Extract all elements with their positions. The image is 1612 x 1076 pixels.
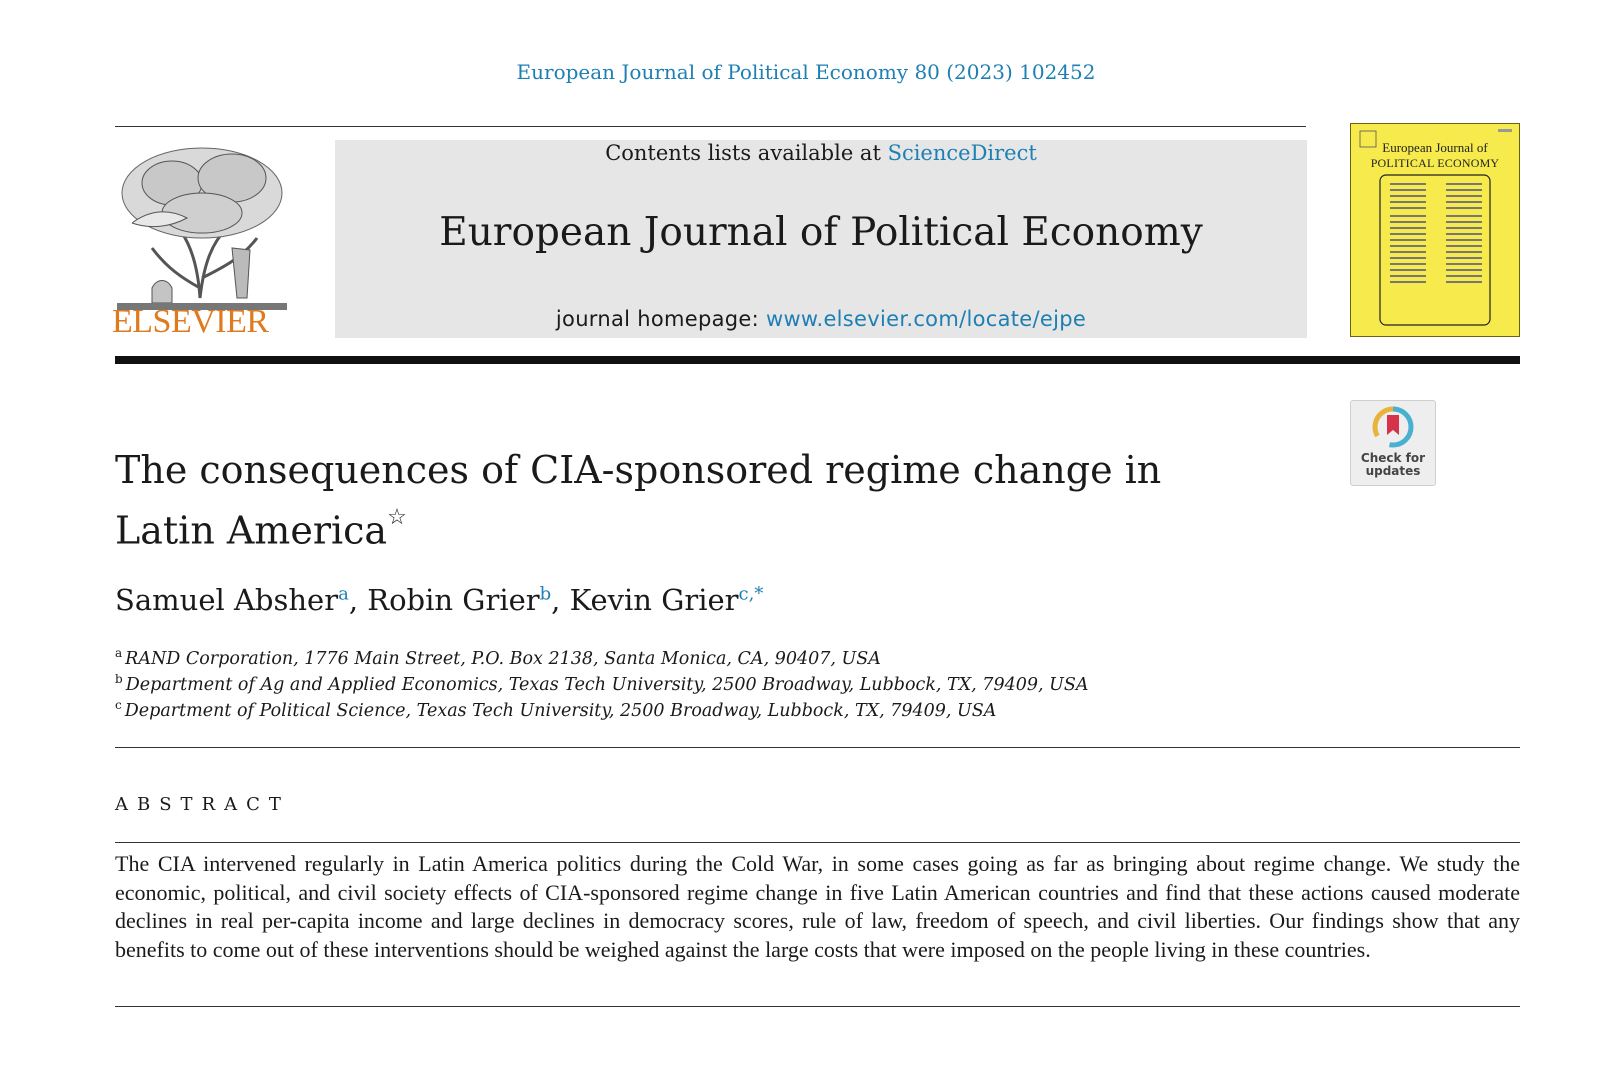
abstract-rule-bottom <box>115 1006 1520 1007</box>
affiliation-text: Department of Ag and Applied Economics, Texas Tech University, 2500 Broadway, Lubbock, TX, 79409, USA <box>125 674 1089 695</box>
article-title <box>115 444 1215 558</box>
author-name[interactable]: Kevin Grier <box>569 583 739 617</box>
affiliation-text: RAND Corporation, 1776 Main Street, P.O. Box 2138, Santa Monica, CA, 90407, USA <box>125 648 881 669</box>
journal-citation[interactable]: European Journal of Political Economy 80 (2023) 102452 <box>516 60 1096 84</box>
check-updates-icon <box>1371 405 1415 449</box>
affiliation <box>115 646 881 669</box>
header-rule <box>115 126 1306 127</box>
author-list <box>115 583 763 617</box>
affiliation <box>115 672 1088 695</box>
title-footnote-star-icon[interactable]: ☆ <box>387 505 407 530</box>
homepage-prefix: journal homepage: <box>555 307 766 331</box>
check-updates-label <box>1350 452 1436 478</box>
author-name[interactable]: Samuel Absher <box>115 583 339 617</box>
header-thick-rule <box>115 356 1520 364</box>
author-separator: , <box>348 583 368 617</box>
contents-prefix: Contents lists available at <box>605 141 888 165</box>
affiliation-mark: a <box>115 646 123 660</box>
abstract-rule-top <box>115 842 1520 843</box>
title-line-1: The consequences of CIA-sponsored regime change in <box>115 448 1162 492</box>
affiliation-text: Department of Political Science, Texas Tech University, 2500 Broadway, Lubbock, TX, 79409, USA <box>124 700 997 721</box>
cover-title-line1: European Journal of <box>1382 140 1488 155</box>
author-affiliation-mark[interactable]: a <box>338 583 349 605</box>
journal-homepage-link[interactable]: www.elsevier.com/locate/ejpe <box>765 307 1087 331</box>
abstract-text: The CIA intervened regularly in Latin America politics during the Cold War, in some cases going as far as bringing about regime change. We study the economic, political, and civil society effects of CIA-sponsored regime change in five Latin American countries and find that these actions caused moderate declines in real per-capita income and large declines in democracy scores, rule of law, freedom of speech, and civil liberties. Our findings show that any benefits to come out of these interventions should be weighed against the large costs that were imposed on the people living in these countries. <box>115 851 1520 962</box>
affiliation-mark: b <box>115 672 123 686</box>
author-affiliation-mark[interactable]: c,* <box>738 583 764 605</box>
elsevier-wordmark: ELSEVIER <box>112 303 269 340</box>
cover-title-line2: POLITICAL ECONOMY <box>1370 156 1500 170</box>
homepage-line <box>335 307 1307 331</box>
author-affiliation-mark[interactable]: b <box>539 583 552 605</box>
affiliation <box>115 698 996 721</box>
affiliation-mark: c <box>115 698 122 712</box>
check-updates-line1: Check for <box>1360 451 1426 465</box>
check-updates-line2: updates <box>1365 464 1421 478</box>
contents-line <box>335 141 1307 165</box>
author-separator: , <box>551 583 570 617</box>
author-name[interactable]: Robin Grier <box>367 583 540 617</box>
title-line-2: Latin America <box>115 508 388 553</box>
section-rule <box>115 747 1520 748</box>
abstract-heading: ABSTRACT <box>115 794 290 815</box>
journal-name: European Journal of Political Economy <box>439 210 1203 255</box>
sciencedirect-link[interactable]: ScienceDirect <box>887 141 1037 165</box>
